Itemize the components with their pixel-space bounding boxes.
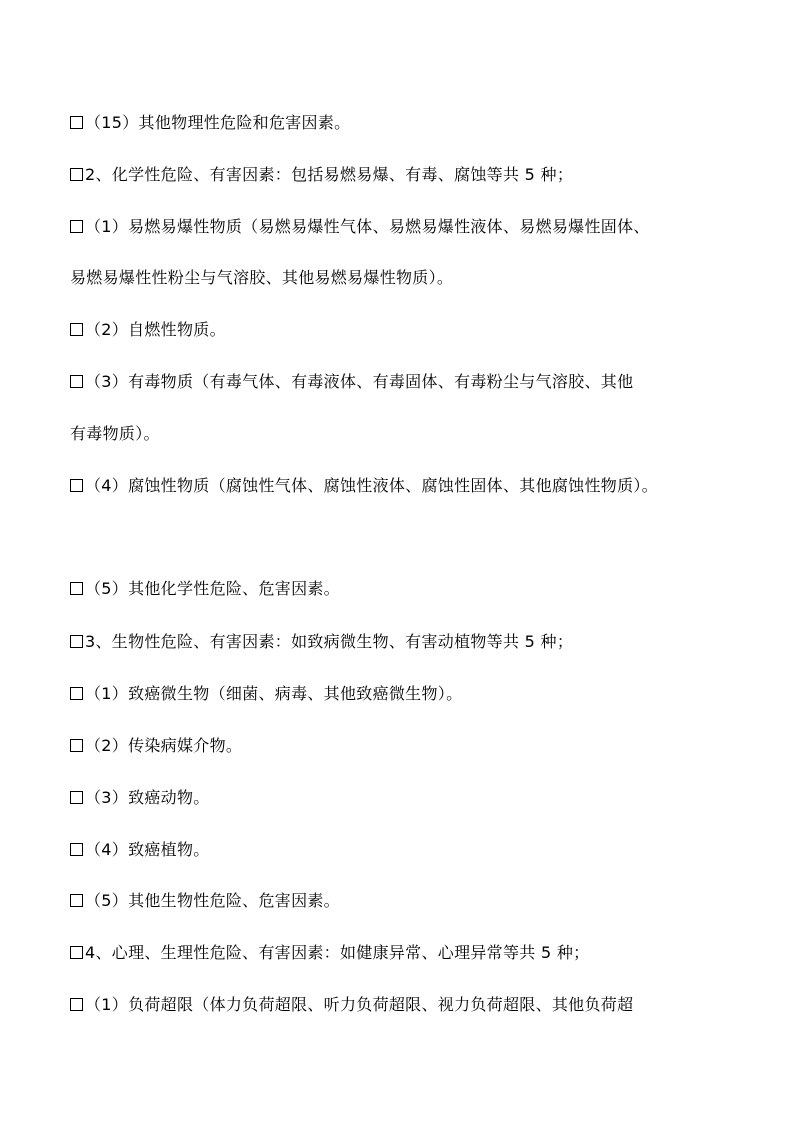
line-3 <box>70 217 650 237</box>
line-8 <box>70 476 658 496</box>
line-text: （1）致癌微生物（细菌、病毒、其他致癌微生物）。 <box>85 684 463 703</box>
line-17 <box>70 995 633 1015</box>
line-text: 3、生物性危险、有害因素：如致病微生物、有害动植物等共 5 种； <box>85 632 574 651</box>
line-2 <box>70 165 573 185</box>
checkbox[interactable] <box>70 323 83 336</box>
line-text: （3）致癌动物。 <box>85 788 210 807</box>
line-text: 4、心理、生理性危险、有害因素：如健康异常、心理异常等共 5 种； <box>85 943 590 962</box>
checkbox[interactable] <box>70 582 83 595</box>
checkbox[interactable] <box>70 739 83 752</box>
line-text: 2、化学性危险、有害因素：包括易燃易爆、有毒、腐蚀等共 5 种； <box>85 165 574 184</box>
line-text: （1）易燃易爆性物质（易燃易爆性气体、易燃易爆性液体、易燃易爆性固体、 <box>85 217 650 236</box>
line-14 <box>70 840 210 860</box>
line-7 <box>70 424 160 444</box>
line-16 <box>70 943 589 963</box>
line-text: （1）负荷超限（体力负荷超限、听力负荷超限、视力负荷超限、其他负荷超 <box>85 995 634 1014</box>
line-text: （5）其他生物性危险、危害因素。 <box>85 891 340 910</box>
line-11 <box>70 684 462 704</box>
checkbox[interactable] <box>70 168 83 181</box>
checkbox[interactable] <box>70 998 83 1011</box>
checkbox[interactable] <box>70 116 83 129</box>
line-text: （3）有毒物质（有毒气体、有毒液体、有毒固体、有毒粉尘与气溶胶、其他 <box>85 372 634 391</box>
checkbox[interactable] <box>70 479 83 492</box>
line-text: 有毒物质）。 <box>70 424 160 443</box>
line-text: （4）腐蚀性物质（腐蚀性气体、腐蚀性液体、腐蚀性固体、其他腐蚀性物质）。 <box>85 476 658 495</box>
line-4 <box>70 268 453 288</box>
line-5 <box>70 320 226 340</box>
checkbox[interactable] <box>70 220 83 233</box>
line-text: （15）其他物理性危险和危害因素。 <box>85 113 351 132</box>
line-13 <box>70 788 210 808</box>
line-text: （5）其他化学性危险、危害因素。 <box>85 579 340 598</box>
checkbox[interactable] <box>70 946 83 959</box>
line-text: （2）自燃性物质。 <box>85 320 226 339</box>
line-text: （2）传染病媒介物。 <box>85 736 243 755</box>
line-1 <box>70 113 350 133</box>
line-text: 易燃易爆性性粉尘与气溶胶、其他易燃易爆性物质）。 <box>70 268 454 287</box>
line-9 <box>70 579 340 599</box>
checkbox[interactable] <box>70 843 83 856</box>
checkbox[interactable] <box>70 791 83 804</box>
line-15 <box>70 891 340 911</box>
checkbox[interactable] <box>70 635 83 648</box>
line-12 <box>70 736 242 756</box>
checkbox[interactable] <box>70 894 83 907</box>
line-text: （4）致癌植物。 <box>85 840 210 859</box>
checkbox[interactable] <box>70 687 83 700</box>
line-6 <box>70 372 633 392</box>
checkbox[interactable] <box>70 375 83 388</box>
line-10 <box>70 632 573 652</box>
